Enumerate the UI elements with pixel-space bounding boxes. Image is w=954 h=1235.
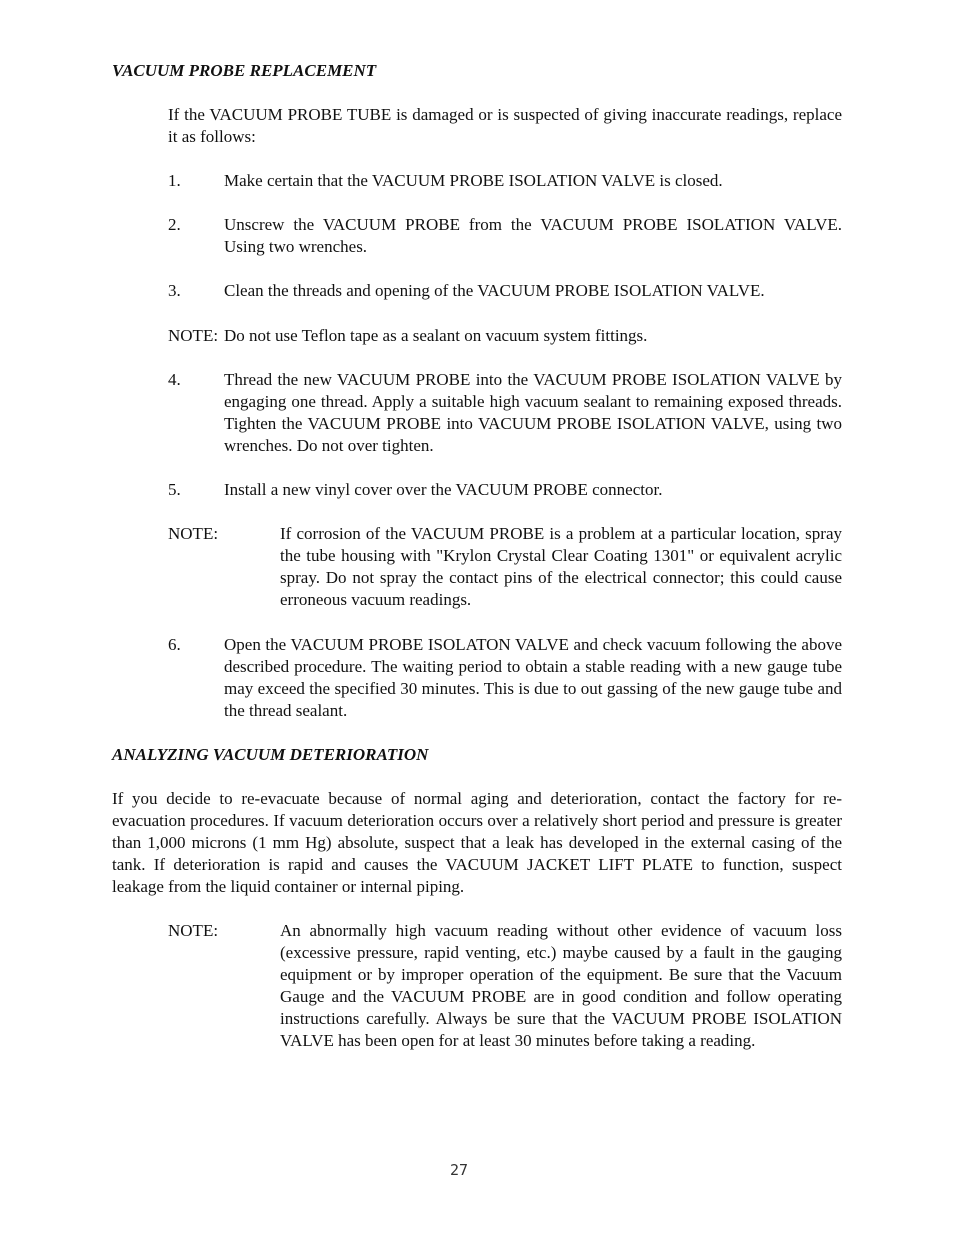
step-number: 4.	[168, 370, 181, 389]
intro-paragraph: If the VACUUM PROBE TUBE is damaged or is suspected of giving inaccurate readings, replace it as follows:	[168, 105, 842, 146]
step-text: Open the VACUUM PROBE ISOLATON VALVE and check vacuum following the above described procedure. The waiting period to obtain a stable reading with a new gauge tube may exceed the specified 30 minutes. This is due to out gassing of the new gauge tube and the thread sealant.	[224, 635, 842, 720]
note-text: An abnormally high vacuum reading without other evidence of vacuum loss (excessive pressure, rapid venting, etc.) maybe caused by a fault in the gauging equipment or by improper operation of the equipment. Be sure that the Vacuum Gauge and the VACUUM PROBE are in good condition and follow operating instructions carefully. Always be sure that the VACUUM PROBE ISOLATION VALVE has been open for at least 30 minutes before taking a reading.	[280, 921, 842, 1050]
step-number: 2.	[168, 215, 181, 234]
body-paragraph: If you decide to re-evacuate because of normal aging and deterioration, contact the factory for re-evacuation procedures. If vacuum deterioration occurs over a relatively short period and pressure is greater than 1,000 microns (1 mm Hg) absolute, suspect that a leak has developed in the external casing of the tank. If deterioration is rapid and causes the VACUUM JACKET LIFT PLATE to function, suspect leakage from the liquid container or internal piping.	[112, 789, 842, 896]
step-number: 6.	[168, 635, 181, 654]
step-text: Install a new vinyl cover over the VACUUM PROBE connector.	[224, 480, 663, 499]
note-text: Do not use Teflon tape as a sealant on vacuum system fittings.	[224, 326, 648, 345]
step-number: 3.	[168, 281, 181, 300]
step-text: Unscrew the VACUUM PROBE from the VACUUM PROBE ISOLATION VALVE. Using two wrenches.	[224, 215, 842, 256]
step-text: Make certain that the VACUUM PROBE ISOLATION VALVE is closed.	[224, 171, 723, 190]
note-label: NOTE:	[168, 524, 219, 543]
note-label: NOTE:	[168, 921, 219, 940]
section-heading-analyzing-vacuum-deterioration: ANALYZING VACUUM DETERIORATION	[112, 745, 429, 764]
note-text: If corrosion of the VACUUM PROBE is a problem at a particular location, spray the tube housing with "Krylon Crystal Clear Coating 1301" or equivalent acrylic spray. Do not spray the contact pins of the electrical connector; this could cause erroneous vacuum readings.	[280, 524, 842, 609]
step-number: 5.	[168, 480, 181, 499]
note-label: NOTE:	[168, 326, 219, 345]
step-text: Thread the new VACUUM PROBE into the VACUUM PROBE ISOLATION VALVE by engaging one thread. Apply a suitable high vacuum sealant to remaining exposed threads. Tighten the VACUUM PROBE into VACUUM PROBE ISOLATION VALVE, using two wrenches. Do not over tighten.	[224, 370, 842, 455]
step-text: Clean the threads and opening of the VACUUM PROBE ISOLATION VALVE.	[224, 281, 765, 300]
step-number: 1.	[168, 171, 181, 190]
page-number: 27	[449, 1161, 469, 1179]
section-heading-vacuum-probe-replacement: VACUUM PROBE REPLACEMENT	[112, 61, 377, 80]
